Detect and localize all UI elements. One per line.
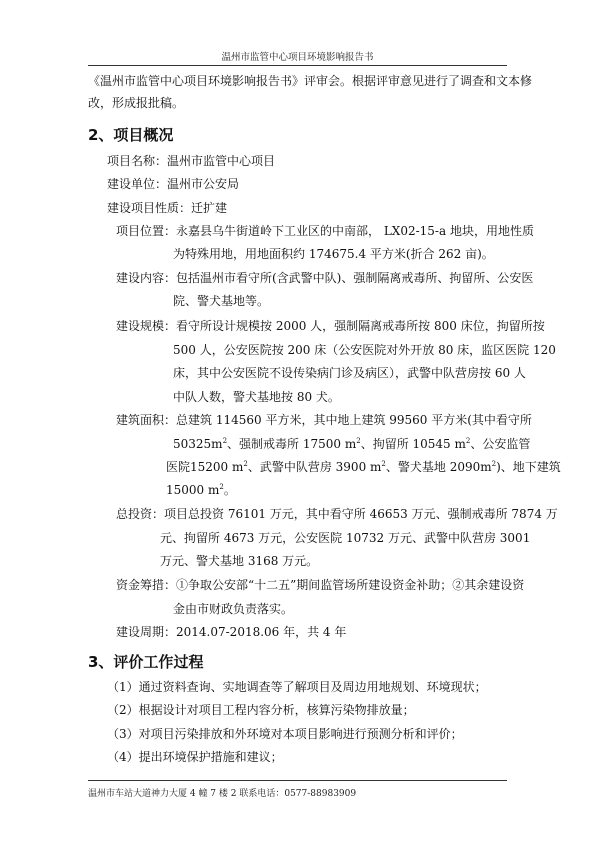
footer-rule [88,780,507,781]
process-item-4: （4）提出环境保护措施和建议； [107,750,283,764]
process-item-2: （2）根据设计对项目工程内容分析，核算污染物排放量； [107,703,415,717]
process-item-1: （1）通过资料查询、实地调查等了解项目及周边用地规划、环境现状； [107,680,487,694]
scale-line-3: 床，其中公安医院不设传染病门诊及病区），武警中队营房按 60 人 [173,366,526,380]
intro-line-1: 《温州市监管中心项目环境影响报告书》评审会。根据评审意见进行了调查和文本修 [88,74,533,88]
scale-line-1: 建设规模：看守所设计规模按 2000 人，强制隔离戒毒所按 800 床位，拘留所按 [116,319,545,333]
location-line-2: 为特殊用地，用地面积约 174675.4 平方米(折合 262 亩)。 [173,247,494,261]
intro-line-2: 改，形成报批稿。 [88,96,185,110]
section-3-heading: 3、评价工作过程 [88,653,204,671]
area-line-1: 建筑面积：总建筑 114560 平方米，其中地上建筑 99560 平方米(其中看守所 [116,413,532,427]
content-line-2: 院、警犬基地等。 [173,294,270,308]
section-2-heading: 2、项目概况 [88,126,174,144]
area-line-3: 医院15200 $m^2$、武警中队营房 3900 $m^2$、警犬基地 $2090m^2$)、地下建筑 [166,460,561,474]
funding-line-2: 金由市财政负责落实。 [173,602,294,616]
scale-line-2: 500 人，公安医院按 200 床（公安医院对外开放 80 床，监区医院 120 [173,343,556,357]
running-header: 温州市监管中心项目环境影响报告书 [221,52,374,63]
area-line-2: $50325m^2$、强制戒毒所 17500 $m^2$、拘留所 10545 $m^2$、公安监管 [173,437,531,451]
project-name: 项目名称：温州市监管中心项目 [107,154,276,168]
location-line-1: 项目位置：永嘉县乌牛街道岭下工业区的中南部， LX02-15-a 地块，用地性质 [116,224,534,238]
area-line-4: 15000 $m^2$。 [166,483,236,497]
funding-line-1: 资金筹措：①争取公安部“十二五”期间监管场所建设资金补助；②其余建设资 [116,578,525,592]
construction-unit: 建设单位：温州市公安局 [107,177,240,191]
scale-line-4: 中队人数，警犬基地按 80 犬。 [173,390,340,404]
process-item-3: （3）对项目污染排放和外环境对本项目影响进行预测分析和评价； [107,727,463,741]
investment-line-2: 元、拘留所 4673 万元，公安医院 10732 万元、武警中队营房 3001 [160,531,531,545]
project-nature: 建设项目性质：迁扩建 [107,201,228,215]
investment-line-1: 总投资：项目总投资 76101 万元，其中看守所 46653 万元、强制戒毒所 7874 万 [116,507,558,521]
header-rule [88,65,507,66]
investment-line-3: 万元、警犬基地 3168 万元。 [160,554,319,568]
footer-contact: 温州市车站大道神力大厦 4 幢 7 楼 2 联系电话：0577-88983909 [88,789,357,799]
content-line-1: 建设内容：包括温州市看守所(含武警中队)、强制隔离戒毒所、拘留所、公安医 [116,271,534,285]
construction-period: 建设周期：2014.07-2018.06 年，共 4 年 [116,625,347,639]
